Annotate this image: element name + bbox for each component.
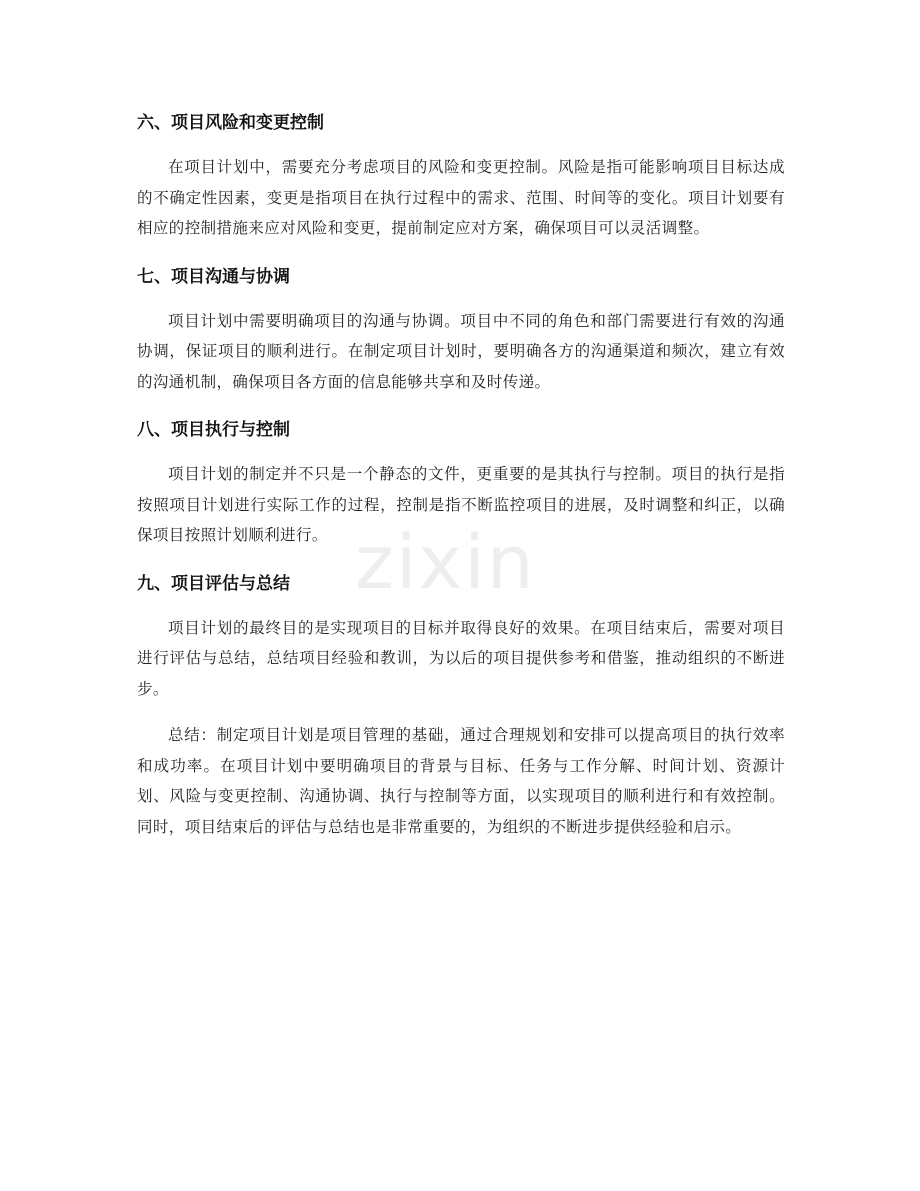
section-heading: 七、项目沟通与协调 [137, 266, 290, 287]
paragraph: 项目计划的最终目的是实现项目的目标并取得良好的效果。在项目结束后，需要对项目进行评估与总结，总结项目经验和教训，为以后的项目提供参考和借鉴，推动组织的不断进步。 [137, 618, 785, 698]
section-heading: 八、项目执行与控制 [137, 420, 290, 440]
section-evaluation-summary [137, 567, 785, 843]
section-heading: 九、项目评估与总结 [137, 573, 290, 594]
paragraph: 项目计划的制定并不只是一个静态的文件，更重要的是其执行与控制。项目的执行是指按照项目计划进行实际工作的过程，控制是指不断监控项目的进展，及时调整和纠正，以确保项目按照计划顺利进行。 [137, 465, 785, 544]
section-execution-control [137, 413, 785, 551]
summary-paragraph: 总结：制定项目计划是项目管理的基础，通过合理规划和安排可以提高项目的执行效率和成功率。在项目计划中要明确项目的背景与目标、任务与工作分解、时间计划、资源计划、风险与变更控制、沟通协调、执行与控制等方面，以实现项目的顺利进行和有效控制。同时，项目结束后的评估与总结也是非常重要的，为组织的不断进步提供经验和启示。 [137, 726, 785, 836]
section-communication-coordination [137, 260, 785, 398]
section-heading: 六、项目风险和变更控制 [137, 113, 324, 133]
paragraph: 项目计划中需要明确项目的沟通与协调。项目中不同的角色和部门需要进行有效的沟通协调，保证项目的顺利进行。在制定项目计划时，要明确各方的沟通渠道和频次，建立有效的沟通机制，确保项目各方面的信息能够共享和及时传递。 [137, 311, 785, 391]
paragraph: 在项目计划中，需要充分考虑项目的风险和变更控制。风险是指可能影响项目目标达成的不确定性因素，变更是指项目在执行过程中的需求、范围、时间等的变化。项目计划要有相应的控制措施来应对风险和变更，提前制定应对方案，确保项目可以灵活调整。 [137, 158, 785, 237]
watermark: zixin [355, 520, 536, 606]
section-risk-change-control [137, 106, 785, 244]
document-body [137, 106, 785, 858]
